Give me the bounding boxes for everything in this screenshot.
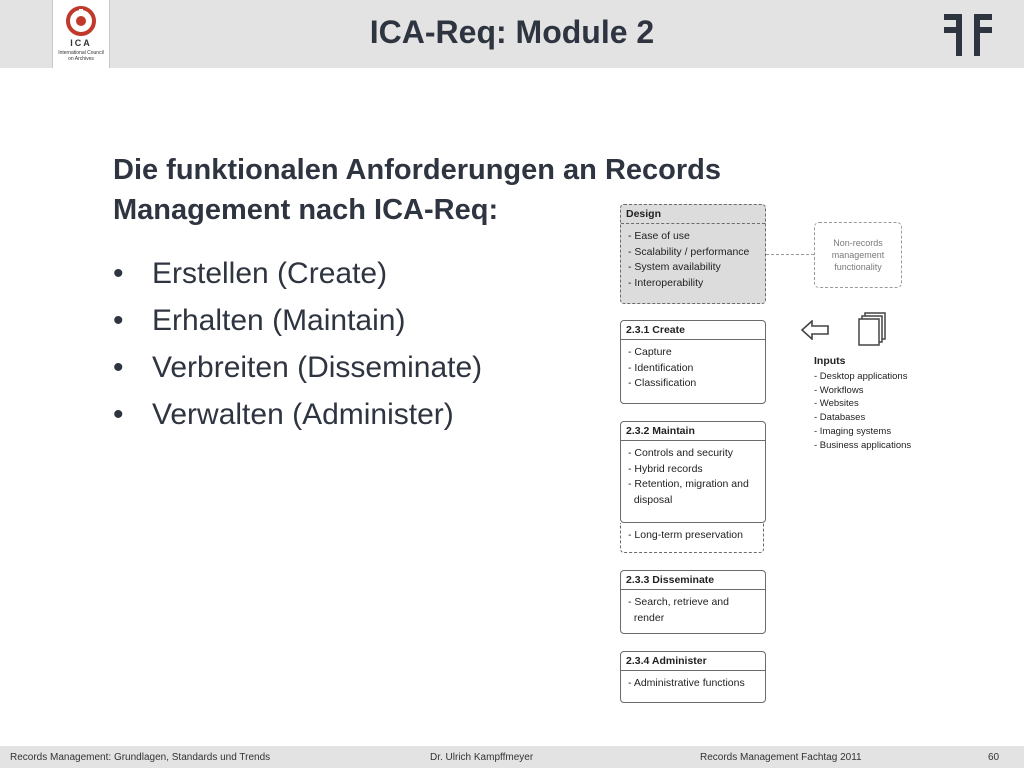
inputs-item: - Imaging systems — [814, 425, 892, 437]
create-item: - Classification — [628, 377, 697, 389]
bullet-text: Verwalten (Administer) — [152, 398, 454, 431]
arrow-left-icon — [800, 320, 830, 340]
create-box — [620, 320, 766, 404]
list-item: • Erhalten (Maintain) — [113, 304, 406, 337]
logo-caption-line-1: International Council — [58, 50, 104, 56]
create-item: - Identification — [628, 361, 694, 374]
long-term-preservation-box — [620, 523, 764, 553]
footer-center: Dr. Ulrich Kampffmeyer — [430, 752, 534, 763]
design-item: - Scalability / performance — [628, 245, 750, 258]
disseminate-box — [620, 570, 766, 634]
maintain-extra-item: - Long-term preservation — [628, 529, 743, 541]
design-title: Design — [621, 205, 765, 224]
logo-name: ICA — [70, 38, 92, 48]
list-item: • Verbreiten (Disseminate) — [113, 351, 483, 384]
administer-box — [620, 651, 766, 703]
page-number: 60 — [988, 752, 1000, 763]
non-records-line-3: functionality — [834, 262, 882, 272]
heading-line-1: Die funktionalen Anforderungen an Records — [113, 154, 721, 186]
brand-logo-icon — [944, 14, 992, 56]
design-box — [620, 204, 766, 304]
bullet-text: Erhalten (Maintain) — [152, 304, 406, 337]
footer-left: Records Management: Grundlagen, Standards und Trends — [10, 752, 271, 763]
disseminate-item: render — [628, 611, 665, 624]
maintain-item: - Hybrid records — [628, 462, 703, 475]
maintain-item: - Controls and security — [628, 447, 734, 459]
design-item: - System availability — [628, 261, 721, 273]
disseminate-item: - Search, retrieve and — [628, 596, 729, 608]
non-records-box — [814, 222, 902, 288]
inputs-list — [814, 370, 911, 452]
header-bar — [0, 0, 1024, 68]
maintain-box — [620, 421, 766, 523]
maintain-title: 2.3.2 Maintain — [621, 422, 765, 441]
inputs-item: - Workflows — [814, 384, 864, 396]
maintain-item: disposal — [628, 493, 673, 506]
design-item: - Interoperability — [628, 276, 704, 289]
inputs-item: - Business applications — [814, 439, 912, 451]
inputs-title: Inputs — [814, 355, 846, 367]
non-records-line-1: Non-records — [833, 238, 883, 248]
non-records-line-2: management — [831, 250, 885, 260]
requirements-list — [113, 250, 482, 438]
inputs-item: - Websites — [814, 398, 859, 410]
bullet-text: Verbreiten (Disseminate) — [152, 351, 483, 384]
administer-item: - Administrative functions — [628, 677, 745, 689]
maintain-item: - Retention, migration and — [628, 478, 749, 490]
administer-title: 2.3.4 Administer — [621, 652, 765, 671]
footer-bar — [0, 746, 1024, 768]
bullet-text: Erstellen (Create) — [152, 257, 388, 290]
inputs-item: - Desktop applications — [814, 371, 908, 382]
footer-right: Records Management Fachtag 2011 — [700, 752, 862, 763]
heading-line-2: Management nach ICA-Req: — [113, 194, 499, 226]
list-item: • Verwalten (Administer) — [113, 398, 454, 431]
design-connector-line — [766, 254, 814, 255]
list-item: • Erstellen (Create) — [113, 257, 388, 290]
logo-caption-line-2: on Archives — [68, 56, 94, 62]
create-title: 2.3.1 Create — [621, 321, 765, 340]
documents-stack-icon — [856, 312, 888, 348]
slide-title: ICA-Req: Module 2 — [369, 14, 655, 50]
inputs-item: - Databases — [814, 412, 866, 424]
disseminate-title: 2.3.3 Disseminate — [621, 571, 765, 590]
design-item: - Ease of use — [628, 230, 690, 242]
create-item: - Capture — [628, 346, 672, 358]
